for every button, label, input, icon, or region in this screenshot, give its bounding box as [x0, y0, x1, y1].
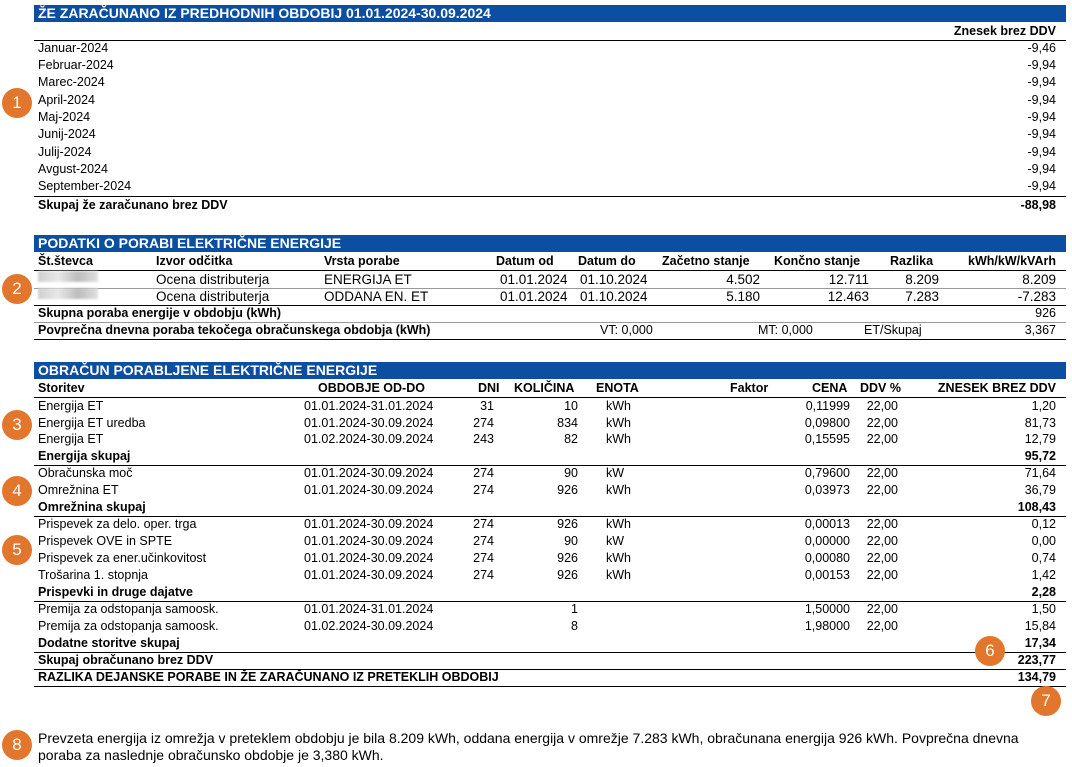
col-start: Začetno stanje — [662, 254, 750, 268]
table-row — [38, 465, 1056, 482]
difference-label: RAZLIKA DEJANSKE PORABE IN ŽE ZARAČUNANO IZ PRETEKLIH OBDOBIJ — [38, 670, 499, 684]
difference-row — [38, 669, 1056, 686]
amount-cell: 1,42 — [1031, 568, 1056, 582]
quantity-cell: 82 — [564, 432, 578, 446]
period-cell: 01.01.2024-30.09.2024 — [304, 416, 434, 430]
amount-cell: 15,84 — [1024, 619, 1056, 633]
table-row — [38, 516, 1056, 533]
callout-badge-8: 8 — [2, 730, 32, 760]
amount-value: -9,94 — [1027, 93, 1056, 107]
col-type: Vrsta porabe — [324, 254, 400, 268]
subtotal-value: 17,34 — [1024, 636, 1056, 650]
amount-cell: 71,64 — [1024, 466, 1056, 480]
amount-cell: 1,20 — [1031, 399, 1056, 413]
quantity-cell: 1 — [571, 602, 578, 616]
end-cell: 12.711 — [828, 272, 869, 287]
service-cell: Omrežnina ET — [38, 483, 119, 497]
amount-cell: 0,74 — [1031, 551, 1056, 565]
difference-cell: 7.283 — [905, 289, 939, 304]
month-label: Marec-2024 — [38, 75, 105, 89]
vat-cell: 22,00 — [866, 416, 898, 430]
list-item — [38, 178, 1056, 195]
period-cell: 01.01.2024-30.09.2024 — [304, 568, 434, 582]
amount-cell: 12,79 — [1024, 432, 1056, 446]
col-price: CENA — [812, 381, 848, 395]
quantity-cell: 926 — [557, 483, 578, 497]
period-cell: 01.01.2024-30.09.2024 — [304, 466, 434, 480]
callout-badge-2: 2 — [2, 274, 32, 304]
start-cell: 5.180 — [726, 289, 760, 304]
consumption-note: Prevzeta energija iz omrežja v preteklem obdobju je bila 8.209 kWh, oddana energija v omrežje 7.283 kWh, obračunana energija 926 kWh. Povprečna dnevna poraba za naslednje obračunsko obdobje je 3,380 kWh. — [38, 730, 1019, 763]
vat-cell: 22,00 — [866, 432, 898, 446]
subtotal-value: 108,43 — [1017, 500, 1056, 514]
service-cell: Energija ET uredba — [38, 416, 146, 430]
end-cell: 12.463 — [827, 289, 869, 304]
amount-value: -9,46 — [1027, 41, 1056, 55]
subtotal-label: Prispevki in druge dajatve — [38, 585, 193, 599]
col-quantity: KOLIČINA — [514, 381, 575, 395]
month-label: Januar-2024 — [38, 41, 109, 55]
amount-value: -9,94 — [1027, 145, 1056, 159]
callout-badge-1: 1 — [2, 88, 32, 118]
table-row — [38, 601, 1056, 618]
col-amount: ZNESEK BREZ DDV — [937, 381, 1056, 395]
value-cell: 8.209 — [1022, 272, 1056, 287]
value-cell: -7.283 — [1017, 289, 1056, 304]
price-cell: 0,15595 — [804, 432, 850, 446]
total-label: Skupaj že zaračunano brez DDV — [38, 198, 228, 212]
vat-cell: 22,00 — [866, 399, 898, 413]
amount-cell: 0,00 — [1031, 534, 1056, 548]
service-cell: Trošarina 1. stopnja — [38, 568, 149, 582]
days-cell: 274 — [473, 483, 494, 497]
list-item — [38, 74, 1056, 91]
service-cell: Prispevek za ener.učinkovitost — [38, 551, 207, 565]
month-label: Junij-2024 — [38, 127, 96, 141]
total-consumption-label: Skupna poraba energije v obdobju (kWh) — [38, 306, 282, 320]
price-cell: 1,50000 — [804, 602, 850, 616]
total-consumption-row — [38, 305, 1056, 322]
vat-cell: 22,00 — [866, 466, 898, 480]
quantity-cell: 926 — [557, 517, 578, 531]
col-meter: Št.števca — [38, 254, 93, 268]
service-cell: Prispevek OVE in SPTE — [38, 534, 173, 548]
vat-cell: 22,00 — [866, 602, 898, 616]
table-row — [38, 431, 1056, 448]
vat-cell: 22,00 — [866, 517, 898, 531]
callout-badge-4: 4 — [2, 476, 32, 506]
subtotal-label: Omrežnina skupaj — [38, 500, 146, 514]
days-cell: 274 — [473, 466, 494, 480]
et-label: ET/Skupaj — [864, 323, 922, 337]
quantity-cell: 8 — [571, 619, 578, 633]
price-cell: 0,00080 — [804, 551, 850, 565]
days-cell: 243 — [473, 432, 494, 446]
amount-value: -9,94 — [1027, 75, 1056, 89]
average-daily-row — [38, 322, 1056, 339]
period-cell: 01.01.2024-30.09.2024 — [304, 483, 434, 497]
table-row — [38, 288, 1056, 305]
quantity-cell: 90 — [564, 534, 578, 548]
date-to-cell: 01.10.2024 — [580, 289, 648, 304]
et-value: 3,367 — [1024, 323, 1056, 337]
table-row — [38, 398, 1056, 415]
col-end: Končno stanje — [774, 254, 861, 268]
col-period: OBDOBJE OD-DO — [318, 381, 425, 395]
total-billed-label: Skupaj obračunano brez DDV — [38, 653, 214, 667]
service-cell: Prispevek za delo. oper. trga — [38, 517, 197, 531]
col-service: Storitev — [38, 381, 85, 395]
total-value: -88,98 — [1020, 198, 1056, 212]
service-cell: Energija ET — [38, 432, 104, 446]
quantity-cell: 10 — [564, 399, 578, 413]
amount-cell: 36,79 — [1024, 483, 1056, 497]
callout-badge-3: 3 — [2, 410, 32, 440]
period-cell: 01.01.2024-30.09.2024 — [304, 551, 434, 565]
average-daily-label: Povprečna dnevna poraba tekočega obračunskega obdobja (kWh) — [38, 323, 431, 337]
period-cell: 01.02.2024-30.09.2024 — [304, 619, 434, 633]
price-cell: 0,00013 — [804, 517, 850, 531]
source-cell: Ocena distributerja — [156, 272, 270, 287]
quantity-cell: 834 — [557, 416, 578, 430]
list-item — [38, 144, 1056, 161]
price-cell: 0,03973 — [804, 483, 850, 497]
subtotal-label: Dodatne storitve skupaj — [38, 636, 180, 650]
days-cell: 274 — [473, 517, 494, 531]
table-row — [38, 482, 1056, 499]
mt-value: MT: 0,000 — [758, 323, 813, 337]
list-item — [38, 161, 1056, 178]
col-date-to: Datum do — [578, 254, 636, 268]
period-cell: 01.01.2024-30.09.2024 — [304, 534, 434, 548]
table-row — [38, 550, 1056, 567]
previous-total-row — [38, 197, 1056, 214]
month-label: Julij-2024 — [38, 145, 92, 159]
month-label: April-2024 — [38, 93, 95, 107]
date-from-cell: 01.01.2024 — [500, 272, 568, 287]
consumption-table-header — [38, 253, 1056, 270]
price-cell: 1,98000 — [804, 619, 850, 633]
quantity-cell: 90 — [564, 466, 578, 480]
period-cell: 01.01.2024-31.01.2024 — [304, 602, 434, 616]
days-cell: 274 — [473, 551, 494, 565]
difference-value: 134,79 — [1017, 670, 1056, 684]
divider — [34, 516, 1066, 517]
quantity-cell: 926 — [557, 551, 578, 565]
service-cell: Premija za odstopanja samoosk. — [38, 602, 219, 616]
unit-cell: kWh — [606, 551, 631, 565]
subtotal-row — [38, 499, 1056, 516]
list-item — [38, 40, 1056, 57]
price-cell: 0,79600 — [804, 466, 850, 480]
subtotal-row — [38, 584, 1056, 601]
callout-badge-6: 6 — [975, 636, 1005, 666]
days-cell: 31 — [480, 399, 494, 413]
price-cell: 0,00000 — [804, 534, 850, 548]
unit-cell: kWh — [606, 399, 631, 413]
list-item — [38, 57, 1056, 74]
difference-cell: 8.209 — [905, 272, 939, 287]
start-cell: 4.502 — [726, 272, 760, 287]
section-title-billing: OBRAČUN PORABLJENE ELEKTRIČNE ENERGIJE — [34, 362, 1066, 379]
month-label: September-2024 — [38, 179, 132, 193]
divider — [34, 465, 1066, 466]
subtotal-value: 95,72 — [1024, 449, 1056, 463]
amount-value: -9,94 — [1027, 179, 1056, 193]
amount-column-header: Znesek brez DDV — [953, 24, 1056, 38]
unit-cell: kWh — [606, 568, 631, 582]
subtotal-row — [38, 635, 1056, 652]
table-row — [38, 567, 1056, 584]
vat-cell: 22,00 — [866, 483, 898, 497]
amount-value: -9,94 — [1027, 110, 1056, 124]
subtotal-value: 2,28 — [1031, 585, 1056, 599]
amount-cell: 1,50 — [1031, 602, 1056, 616]
col-factor: Faktor — [730, 381, 769, 395]
total-billed-row — [38, 652, 1056, 669]
days-cell: 274 — [473, 416, 494, 430]
list-item — [38, 126, 1056, 143]
callout-badge-7: 7 — [1031, 686, 1061, 716]
table-row — [38, 618, 1056, 635]
unit-cell: kWh — [606, 432, 631, 446]
divider — [34, 686, 1066, 687]
table-row — [38, 415, 1056, 432]
source-cell: Ocena distributerja — [156, 289, 270, 304]
list-item — [38, 92, 1056, 109]
callout-badge-5: 5 — [2, 535, 32, 565]
col-unit-value: kWh/kW/kVArh — [968, 254, 1056, 268]
month-label: Maj-2024 — [38, 110, 91, 124]
list-item — [38, 109, 1056, 126]
divider — [34, 339, 1066, 340]
date-to-cell: 01.10.2024 — [580, 272, 648, 287]
price-cell: 0,09800 — [804, 416, 850, 430]
amount-cell: 0,12 — [1031, 517, 1056, 531]
unit-cell: kW — [606, 466, 625, 480]
vat-cell: 22,00 — [866, 534, 898, 548]
quantity-cell: 926 — [557, 568, 578, 582]
subtotal-row — [38, 448, 1056, 465]
billing-table-header — [38, 380, 1056, 397]
price-cell: 0,00153 — [804, 568, 850, 582]
col-source: Izvor odčitka — [156, 254, 233, 268]
amount-value: -9,94 — [1027, 162, 1056, 176]
col-days: DNI — [478, 381, 500, 395]
vat-cell: 22,00 — [866, 551, 898, 565]
total-billed-value: 223,77 — [1017, 653, 1056, 667]
divider — [34, 601, 1066, 602]
vt-value: VT: 0,000 — [600, 323, 653, 337]
table-row — [38, 533, 1056, 550]
amount-value: -9,94 — [1027, 58, 1056, 72]
period-cell: 01.01.2024-30.09.2024 — [304, 517, 434, 531]
days-cell: 274 — [473, 534, 494, 548]
type-cell: ENERGIJA ET — [324, 272, 412, 287]
vat-cell: 22,00 — [866, 568, 898, 582]
month-label: Avgust-2024 — [38, 162, 108, 176]
service-cell: Obračunska moč — [38, 466, 133, 480]
vat-cell: 22,00 — [866, 619, 898, 633]
unit-cell: kWh — [606, 517, 631, 531]
section-title-previously-billed: ŽE ZARAČUNANO IZ PREDHODNIH OBDOBIJ 01.01.2024-30.09.2024 — [34, 5, 1066, 22]
amount-value: -9,94 — [1027, 127, 1056, 141]
col-unit: ENOTA — [596, 381, 639, 395]
type-cell: ODDANA EN. ET — [324, 289, 429, 304]
period-cell: 01.01.2024-31.01.2024 — [304, 399, 434, 413]
col-vat: DDV % — [860, 381, 901, 395]
service-cell: Energija ET — [38, 399, 104, 413]
days-cell: 274 — [473, 568, 494, 582]
period-cell: 01.02.2024-30.09.2024 — [304, 432, 434, 446]
subtotal-label: Energija skupaj — [38, 449, 131, 463]
col-difference: Razlika — [890, 254, 934, 268]
col-date-from: Datum od — [496, 254, 554, 268]
unit-cell: kW — [606, 534, 625, 548]
date-from-cell: 01.01.2024 — [500, 289, 568, 304]
table-row — [38, 271, 1056, 288]
total-consumption-value: 926 — [1035, 306, 1056, 320]
amount-cell: 81,73 — [1024, 416, 1056, 430]
service-cell: Premija za odstopanja samoosk. — [38, 619, 219, 633]
month-label: Februar-2024 — [38, 58, 114, 72]
section-title-consumption: PODATKI O PORABI ELEKTRIČNE ENERGIJE — [34, 235, 1066, 252]
unit-cell: kWh — [606, 483, 631, 497]
price-cell: 0,11999 — [805, 399, 850, 413]
unit-cell: kWh — [606, 416, 631, 430]
